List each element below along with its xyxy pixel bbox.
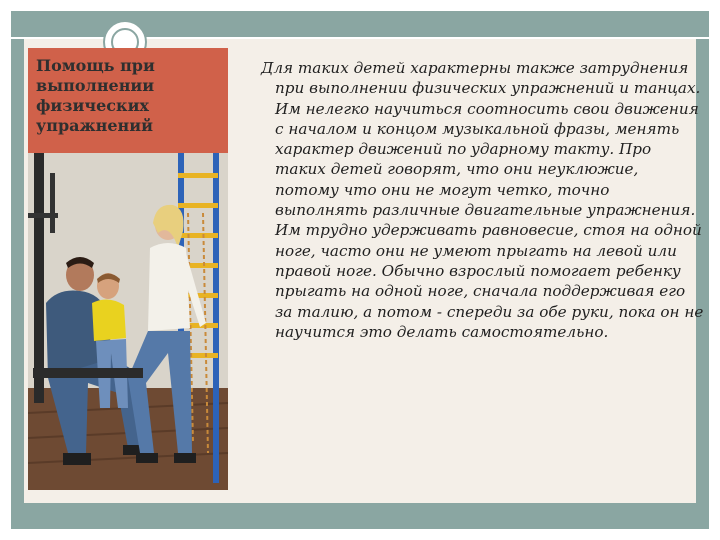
- family-photo: [28, 153, 228, 490]
- slide-title: Помощь при выполнении физических упражнений: [36, 56, 155, 135]
- body-paragraph: Для таких детей характерны также затруднения при выполнении физических упражнений и танцах. Им нелегко научиться соотносить свои движения с началом и концом музыкальной фразы, менять характер движений по ударному такту. Про таких детей говорят, что они неуклюжие, потому что они не могут четко, точно выполнять различные двигательные упражнения. Им трудно удерживать равновесие, стоя на одной ноге, часто они не умеют прыгать на левой или правой ноге. Обычно взрослый помогает ребенку прыгать на одной ноге, сначала поддерживая его за талию, а потом - спереди за обе руки, пока он не научится это делать самостоятельно.: [261, 59, 704, 341]
